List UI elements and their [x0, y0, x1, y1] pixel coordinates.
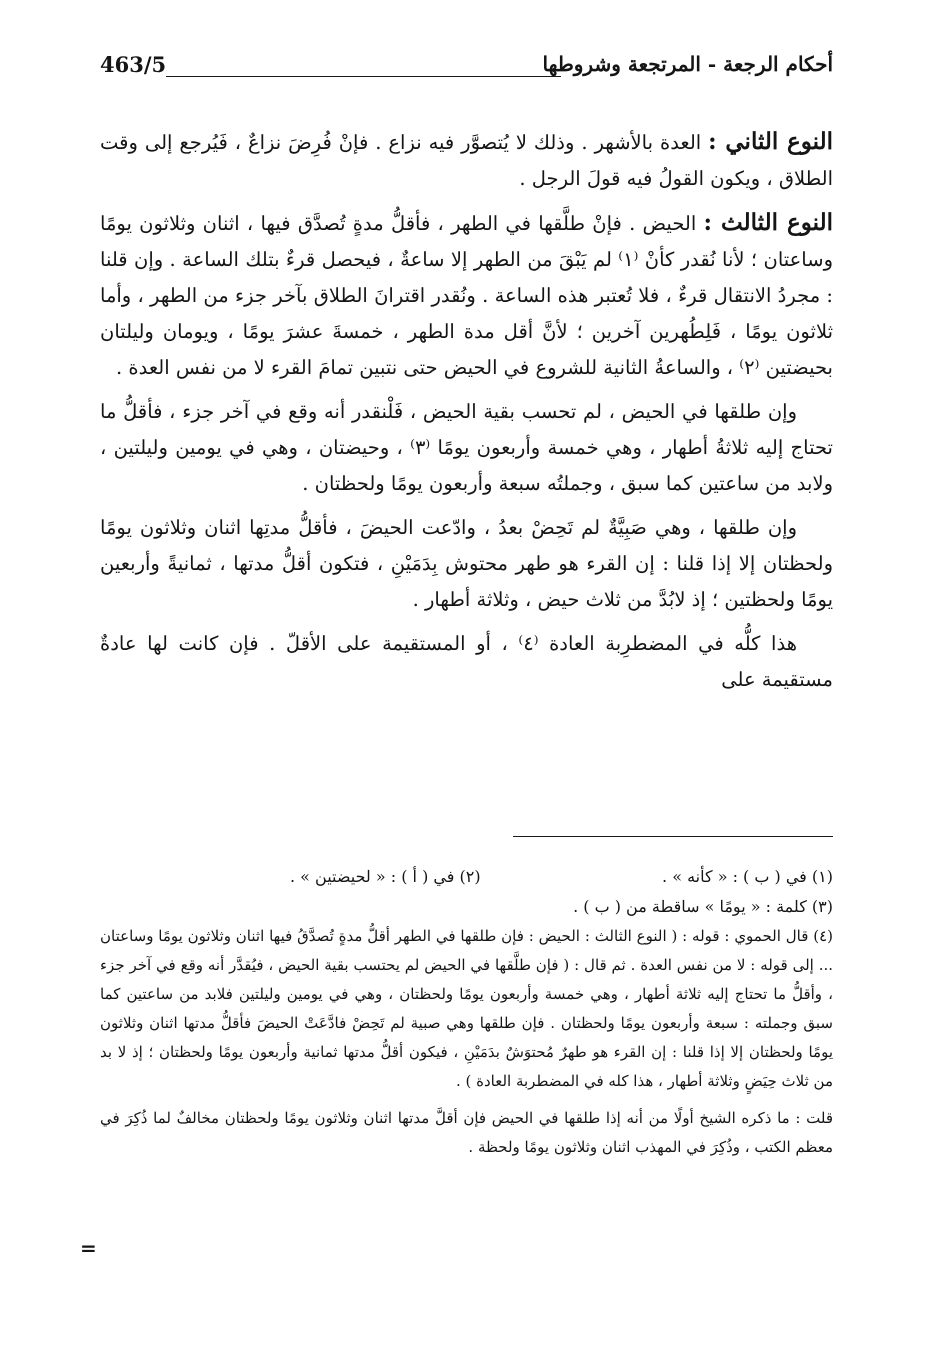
- paragraph-third-type: [100, 205, 833, 386]
- footnote-separator: [513, 836, 833, 837]
- paragraph-divorce-in-menses: [100, 394, 833, 502]
- paragraph-irregular-habit: [100, 626, 833, 698]
- paragraph-young-girl: [100, 510, 833, 618]
- footnotes: [100, 862, 833, 1162]
- margin-mark: =: [80, 1236, 97, 1260]
- chapter-title: أحكام الرجعة - المرتجعة وشروطها: [542, 52, 833, 76]
- paragraph-text: الحيض . فإنْ طلَّقها في الطهر ، فأقلُّ مدةٍ تُصدَّق فيها ، اثنان وثلاثون يومًا وساعتان ؛ لأنا نُقدر كأنْ ⁽١⁾ لم يَبْقَ من الطهر إلا ساعةٌ ، فيحصل قرءٌ بتلك الساعة . وإن قلنا : مجردُ الانتقال قرءٌ ، فلا تُعتبر هذه الساعة . ونُقدر اقترانَ الطلاق بآخر جزء من الطهر ، وأما ثلاثون يومًا ، فَلِطُهرين آخرين ؛ لأنَّ أقل مدة الطهر ، خمسةَ عشرَ يومًا ، ويومان وليلتان بحيضتين ⁽٢⁾ ، والساعةُ الثانية للشروع في الحيض حتى نتبين تمامَ القرء لا من نفس العدة .: [100, 212, 834, 379]
- footnote-2: (٢) في ( أ ) : « لحيضتين » .: [290, 867, 481, 886]
- footnote-1: (١) في ( ب ) : « كأنه » .: [662, 867, 833, 886]
- footnote-3: (٣) كلمة : « يومًا » ساقطة من ( ب ) .: [573, 897, 833, 916]
- paragraph-text: وإن طلقها ، وهي صَبِيَّةٌ لم تَحِضْ بعدُ ، وادّعت الحيضَ ، فأقلُّ مدتِها اثنان وثلاثون يومًا ولحظتان إلا إذا قلنا : إن القرء هو طهر محتوش بِدَمَيْنِ ، فتكون أقلُّ مدتها ، ثمانيةً وأربعين يومًا ولحظتين ؛ إذ لابُدَّ من ثلاث حيض ، وثلاثة أطهار .: [100, 516, 833, 611]
- header-rule: [166, 76, 561, 77]
- page-number: 463/5: [100, 52, 167, 77]
- paragraph-second-type: [100, 124, 833, 197]
- paragraph-text: وإن طلقها في الحيض ، لم تحسب بقية الحيض ، فَلْنقدر أنه وقع في آخر جزء ، فأقلُّ ما تحتاج إليه ثلاثةُ أطهار ، وهي خمسة وأربعون يومًا ⁽٣⁾ ، وحيضتان ، وهي في يومين وليلتين ، ولابد من ساعتين كما سبق ، وجملتُه سبعة وأربعون يومًا ولحظتان .: [100, 400, 833, 495]
- paragraph-text: هذا كلُّه في المضطرِبة العادة ⁽٤⁾ ، أو المستقيمة على الأقلّ . فإن كانت لها عادةٌ مستقيمة على: [100, 632, 833, 691]
- main-text: [100, 124, 833, 706]
- editor-comment: قلت : ما ذكره الشيخ أولًا من أنه إذا طلقها في الحيض فإن أقلَّ مدتها اثنان وثلاثون يومًا ولحظتان مخالفٌ لما ذُكِرَ في معظم الكتب ، وذُكِرَ في المهذب اثنان وثلاثون يومًا ولحظة .: [100, 1109, 833, 1156]
- footnote-row: [100, 862, 833, 892]
- paragraph-text: العدة بالأشهر . وذلك لا يُتصوَّر فيه نزاع . فإنْ فُرِضَ نزاعٌ ، فَيُرجع إلى وقت الطلاق ، ويكون القولُ فيه قولَ الرجل .: [100, 131, 833, 190]
- section-lead: النوع الثالث :: [703, 209, 834, 236]
- section-lead: النوع الثاني :: [708, 128, 833, 155]
- footnote-4: (٤) قال الحموي : قوله : ( النوع الثالث : الحيض : فإن طلقها في الطهر أقلُّ مدةٍ تُصدَّقُ فيها اثنان وثلاثون يومًا وساعتان ... إلى قوله : لا من نفس العدة . ثم قال : ( فإن طلَّقها في الحيض لم يحتسب بقية الحيض ، فيُقدَّر أنه وقع في آخر جزء ، وأقلُّ ما تحتاج إليه ثلاثة أطهار ، وهي خمسة وأربعون يومًا ولحظتان ، وهي في يومين وليلتين فلابد من ساعتين كما سبق وجملته : سبعة وأربعون يومًا ولحظتان . فإن طلقها وهي صبية لم تَحِضْ فادَّعَتْ الحيضَ فأقلُّ مدتها اثنان وثلاثون يومًا ولحظتان إلا إذا قلنا : إن القرء هو طهرٌ مُحتوَشٌ بدَمَيْنِ ، فيكون أقلُّ مدتها ثمانية وأربعون يومًا ولحظتان ؛ إذ لا بد من ثلاث حِيَضٍ وثلاثة أطهار ، هذا كله في المضطربة العادة ) .: [100, 927, 833, 1090]
- running-header: [100, 52, 833, 86]
